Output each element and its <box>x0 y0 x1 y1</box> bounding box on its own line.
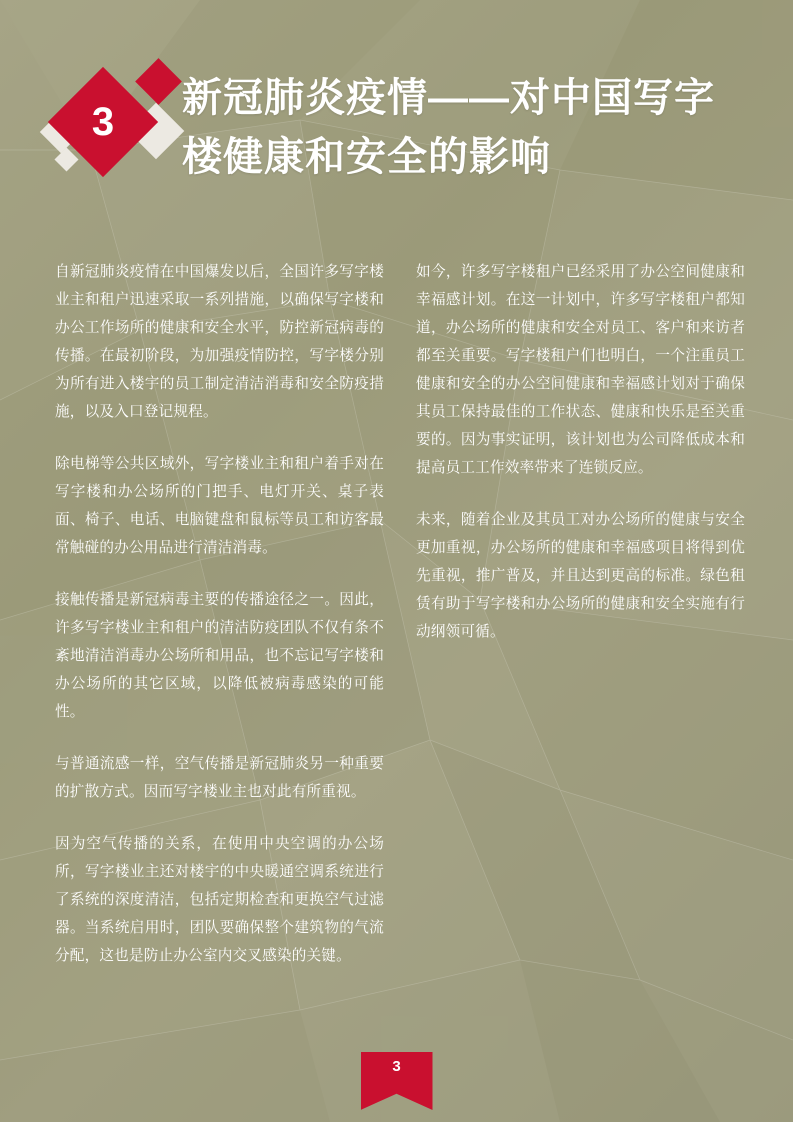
section-number-badge <box>44 63 184 188</box>
decorative-diamond-red-small <box>135 58 182 105</box>
body-columns <box>55 258 745 970</box>
section-header <box>0 55 793 225</box>
paragraph: 接触传播是新冠病毒主要的传播途径之一。因此，许多写字楼业主和租户的清洁防疫团队不仅有条不紊地清洁消毒办公场所和用品，也不忘记写字楼和办公场所的其它区域，以降低被病毒感染的可能性。 <box>55 592 384 721</box>
page-number-text: 3 <box>392 1058 401 1075</box>
left-column <box>55 258 384 970</box>
page-title: 新冠肺炎疫情——对中国写字楼健康和安全的影响 <box>182 76 715 180</box>
right-column <box>416 258 745 970</box>
section-number-text: 3 <box>91 99 115 144</box>
paragraph: 因为空气传播的关系，在使用中央空调的办公场所，写字楼业主还对楼宇的中央暖通空调系统进行了系统的深度清洁，包括定期检查和更换空气过滤器。当系统启用时，团队要确保整个建筑物的气流分配，这也是防止办公室内交叉感染的关键。 <box>55 836 384 965</box>
paragraph: 未来，随着企业及其员工对办公场所的健康与安全更加重视，办公场所的健康和幸福感项目将得到优先重视，推广普及，并且达到更高的标准。绿色租赁有助于写字楼和办公场所的健康和安全实施有行动纲领可循。 <box>416 512 745 641</box>
page-number-badge <box>361 1052 433 1110</box>
paragraph: 除电梯等公共区域外，写字楼业主和租户着手对在写字楼和办公场所的门把手、电灯开关、桌子表面、椅子、电话、电脑键盘和鼠标等员工和访客最常触碰的办公用品进行清洁消毒。 <box>55 456 384 557</box>
paragraph: 如今，许多写字楼租户已经采用了办公空间健康和幸福感计划。在这一计划中，许多写字楼租户都知道，办公场所的健康和安全对员工、客户和来访者都至关重要。写字楼租户们也明白，一个注重员工健康和安全的办公空间健康和幸福感计划对于确保其员工保持最佳的工作状态、健康和快乐是至关重要的。因为事实证明，该计划也为公司降低成本和提高员工工作效率带来了连锁反应。 <box>416 264 745 477</box>
paragraph: 自新冠肺炎疫情在中国爆发以后，全国许多写字楼业主和租户迅速采取一系列措施，以确保写字楼和办公工作场所的健康和安全水平，防控新冠病毒的传播。在最初阶段，为加强疫情防控，写字楼分别为所有进入楼宇的员工制定清洁消毒和安全防疫措施，以及入口登记规程。 <box>55 264 384 421</box>
paragraph: 与普通流感一样，空气传播是新冠肺炎另一种重要的扩散方式。因而写字楼业主也对此有所重视。 <box>55 756 384 801</box>
